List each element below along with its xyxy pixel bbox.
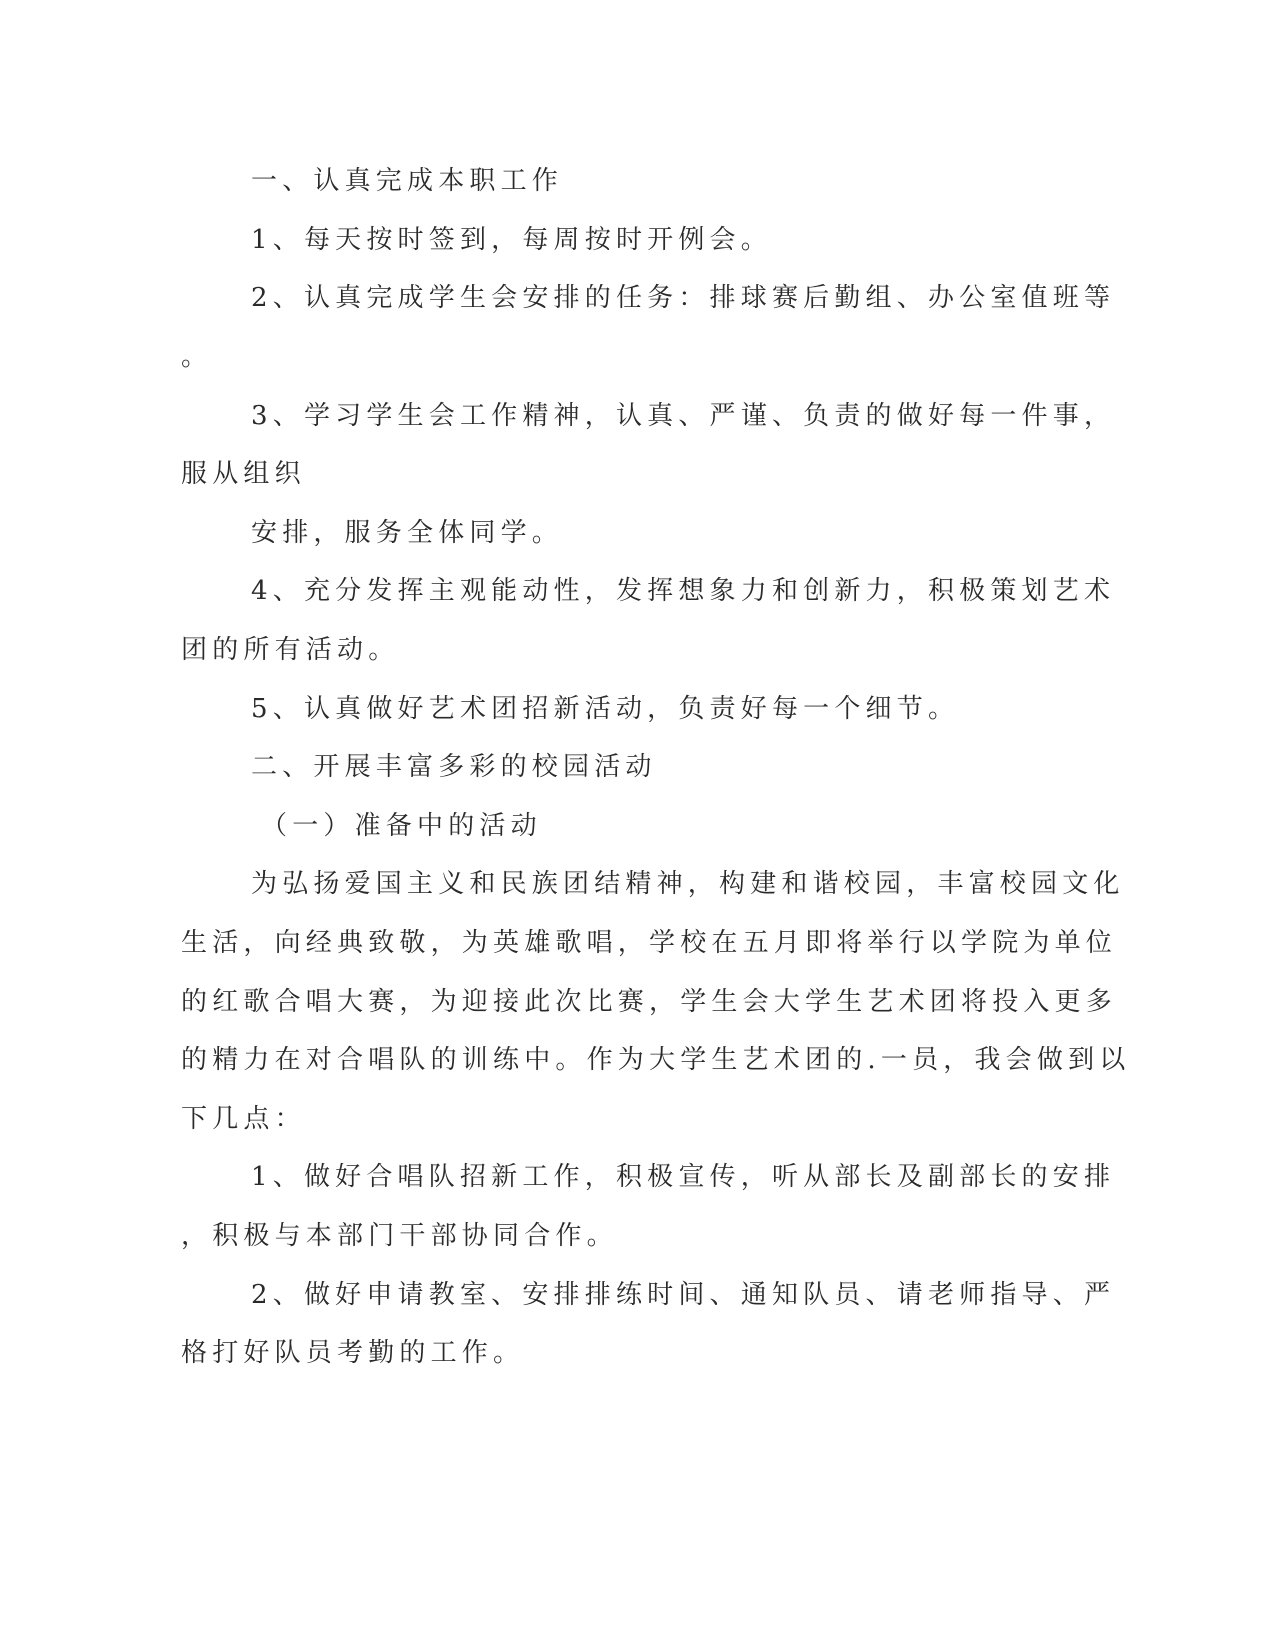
text-line: 安排，服务全体同学。	[251, 518, 564, 548]
text-line: ，积极与本部门干部协同合作。	[181, 1221, 618, 1251]
paragraph-line: 生活，向经典致敬，为英雄歌唱，学校在五月即将举行以学院为单位	[181, 928, 1118, 958]
text-line: 。	[181, 342, 213, 372]
text-line: 格打好队员考勤的工作。	[181, 1338, 525, 1368]
text-line: 团的所有活动。	[181, 635, 400, 665]
list-item: 1、做好合唱队招新工作，积极宣传，听从部长及副部长的安排	[251, 1162, 1116, 1192]
subsection-heading: （一）准备中的活动	[261, 811, 542, 841]
list-item: 3、学习学生会工作精神，认真、严谨、负责的做好每一件事，	[251, 401, 1116, 431]
paragraph-line: 的红歌合唱大赛，为迎接此次比赛，学生会大学生艺术团将投入更多	[181, 987, 1118, 1017]
paragraph-line: 为弘扬爱国主义和民族团结精神，构建和谐校园，丰富校园文化	[251, 869, 1125, 899]
paragraph-line: 下几点：	[181, 1104, 306, 1134]
section-heading: 二、开展丰富多彩的校园活动	[251, 752, 657, 782]
list-item: 1、每天按时签到，每周按时开例会。	[251, 225, 772, 255]
section-heading: 一、认真完成本职工作	[251, 166, 564, 196]
list-item: 4、充分发挥主观能动性，发挥想象力和创新力，积极策划艺术	[251, 576, 1116, 606]
text-line: 服从组织	[181, 459, 306, 489]
list-item: 2、认真完成学生会安排的任务：排球赛后勤组、办公室值班等	[251, 283, 1116, 313]
list-item: 2、做好申请教室、安排排练时间、通知队员、请老师指导、严	[251, 1280, 1116, 1310]
paragraph-line: 的精力在对合唱队的训练中。作为大学生艺术团的.一员，我会做到以	[181, 1045, 1131, 1075]
list-item: 5、认真做好艺术团招新活动，负责好每一个细节。	[251, 694, 960, 724]
